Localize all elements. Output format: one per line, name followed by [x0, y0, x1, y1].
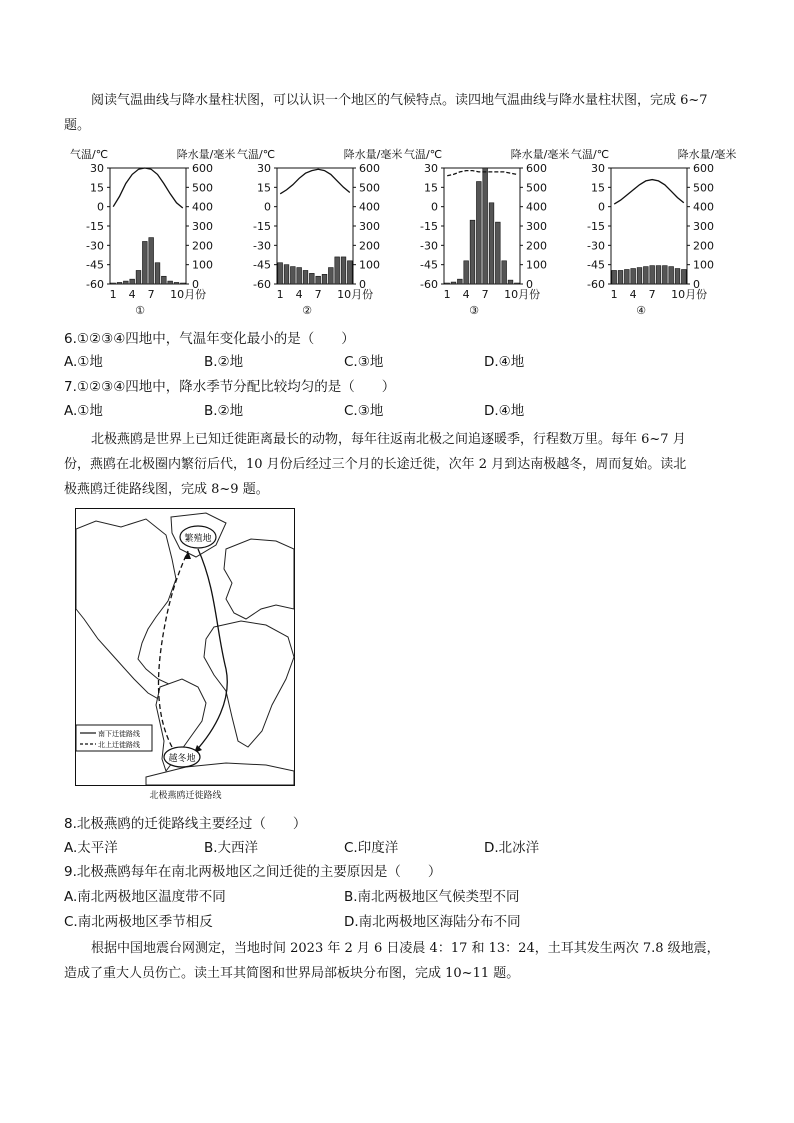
question-9-stem: 9.北极燕鸥每年在南北两极地区之间迁徙的主要原因是（ ）	[64, 864, 442, 880]
chart-1-precip-tick: 600	[192, 162, 213, 175]
chart-2-precip-tick: 100	[359, 258, 380, 272]
chart-1-precip-tick: 500	[192, 181, 213, 195]
intro-paragraph-2-line-3: 极燕鸥迁徙路线图，完成 8~9 题。	[64, 482, 269, 497]
chart-4-x-tick: 10月份	[671, 288, 708, 301]
chart-4-precip-tick: 600	[693, 162, 714, 175]
q6-option-a[interactable]: A.①地	[64, 354, 103, 370]
chart-3-precip-tick: 400	[526, 200, 547, 214]
map-caption: 北极燕鸥迁徙路线	[149, 791, 222, 801]
chart-4-precip-axis-label: 降水量/毫米	[677, 148, 736, 161]
wintering-ground-label: 越冬地	[168, 754, 196, 764]
chart-3-x-tick: 4	[462, 288, 470, 301]
chart-4-precip-bar	[675, 269, 680, 284]
chart-1-temp-tick: -30	[86, 239, 104, 253]
breeding-ground-label: 繁殖地	[184, 534, 212, 544]
legend-south-label: 南下迁徙路线	[98, 730, 140, 738]
chart-2-temp-tick: -60	[253, 278, 271, 291]
chart-4-number-label: ④	[636, 304, 646, 317]
chart-2-precip-bar	[347, 261, 352, 284]
chart-4-temp-tick: -15	[587, 220, 605, 233]
chart-1-precip-bar	[180, 283, 185, 284]
chart-2-precip-bar	[335, 257, 340, 284]
chart-2-precip-bar	[290, 267, 295, 284]
intro-paragraph-2-line-1: 北极燕鸥是世界上已知迁徙距离最长的动物，每年往返南北极之间追逐暖季，行程数万里。每年 6~7 月	[91, 432, 686, 447]
chart-2-temp-axis-label: 气温/℃	[237, 148, 276, 161]
chart-2-precip-bar	[278, 263, 283, 284]
chart-2-precip-bar	[297, 268, 302, 284]
chart-1-precip-bar	[155, 263, 160, 284]
chart-4-precip-bar	[637, 268, 642, 284]
chart-1-precip-bar	[130, 279, 135, 284]
chart-1-precip-bar	[142, 241, 147, 284]
chart-3-precip-bar	[445, 283, 450, 284]
q8-option-b[interactable]: B.大西洋	[204, 840, 259, 856]
climate-charts	[66, 140, 736, 318]
legend-north-label: 北上迁徙路线	[98, 741, 140, 749]
chart-2-temp-tick: -45	[253, 258, 271, 272]
chart-4-precip-tick: 0	[693, 278, 700, 291]
chart-2-precip-bar	[284, 265, 289, 284]
chart-4-temp-axis-label: 气温/℃	[571, 148, 610, 161]
chart-1-precip-bar	[136, 270, 141, 284]
chart-2-temp-tick: 0	[264, 200, 271, 214]
chart-2-number-label: ②	[302, 304, 312, 317]
q9-option-d[interactable]: D.南北两极地区海陆分布不同	[344, 914, 521, 930]
q6-option-d[interactable]: D.④地	[484, 354, 525, 370]
chart-2-x-tick: 1	[276, 288, 284, 301]
chart-4-precip-bar	[643, 267, 648, 284]
intro-paragraph-1-line-2: 题。	[64, 118, 91, 133]
chart-2-precip-tick: 400	[359, 200, 380, 214]
chart-2-precip-bar	[341, 257, 346, 284]
chart-3-precip-bar	[457, 279, 462, 284]
chart-1-temp-tick: -60	[86, 278, 104, 291]
q6-option-b[interactable]: B.②地	[204, 354, 244, 370]
q7-option-b[interactable]: B.②地	[204, 403, 244, 419]
chart-4-x-tick: 7	[648, 288, 656, 301]
chart-1-precip-bar	[174, 282, 179, 284]
q9-option-b[interactable]: B.南北两极地区气候类型不同	[344, 889, 520, 905]
chart-3-temp-tick: -15	[420, 220, 438, 233]
chart-2-precip-axis-label: 降水量/毫米	[343, 148, 403, 161]
chart-4-precip-bar	[669, 267, 674, 284]
chart-1-precip-bar	[123, 281, 128, 284]
chart-2-x-tick: 4	[295, 288, 303, 301]
migration-map-svg	[76, 509, 294, 785]
chart-3-precip-tick: 200	[526, 239, 547, 253]
chart-1-number-label: ①	[135, 304, 145, 317]
chart-3-number-label: ③	[469, 304, 479, 317]
chart-4-precip-tick: 400	[693, 200, 714, 214]
chart-4-temp-tick: 0	[598, 200, 605, 214]
chart-1-x-tick: 7	[147, 288, 155, 301]
q8-option-d[interactable]: D.北冰洋	[484, 840, 540, 856]
chart-4-temp-tick: -45	[587, 258, 605, 272]
q8-option-a[interactable]: A.太平洋	[64, 840, 118, 856]
chart-2-x-tick: 10月份	[337, 288, 374, 301]
europe-landmass	[224, 539, 294, 619]
chart-3-precip-bar	[451, 282, 456, 284]
chart-3-temp-tick: 30	[424, 162, 438, 175]
chart-1-temp-tick: -45	[86, 258, 104, 272]
intro-paragraph-3-line-2: 造成了重大人员伤亡。读土耳其简图和世界局部板块分布图，完成 10~11 题。	[64, 966, 520, 981]
chart-3-precip-bar	[464, 261, 469, 284]
chart-3-precip-bar	[495, 222, 500, 284]
chart-1-precip-bar	[111, 283, 116, 284]
chart-2-precip-bar	[322, 274, 327, 284]
chart-1-precip-axis-label: 降水量/毫米	[176, 148, 236, 161]
chart-3-precip-tick: 500	[526, 181, 547, 195]
chart-1-x-tick: 4	[128, 288, 136, 301]
chart-4-precip-tick: 300	[693, 220, 714, 233]
chart-3-precip-bar	[476, 182, 481, 284]
chart-1-precip-tick: 0	[192, 278, 199, 291]
chart-1-temp-axis-label: 气温/℃	[70, 148, 109, 161]
chart-4-precip-bar	[656, 266, 661, 284]
chart-3-frame	[444, 168, 520, 284]
question-8-stem: 8.北极燕鸥的迁徙路线主要经过（ ）	[64, 816, 307, 832]
q6-option-c[interactable]: C.③地	[344, 354, 384, 370]
migration-map	[75, 508, 295, 786]
q8-option-c[interactable]: C.印度洋	[344, 840, 399, 856]
q9-option-a[interactable]: A.南北两极地区温度带不同	[64, 889, 226, 905]
chart-2-temp-tick: 30	[257, 162, 271, 175]
intro-paragraph-1-line-1: 阅读气温曲线与降水量柱状图，可以认识一个地区的气候特点。读四地气温曲线与降水量柱状图，完成 6~7	[91, 93, 708, 108]
chart-4-temp-tick: -30	[587, 239, 605, 253]
chart-2-precip-tick: 300	[359, 220, 380, 233]
chart-4-precip-bar	[624, 270, 629, 285]
chart-2-precip-bar	[328, 268, 333, 284]
chart-2-precip-tick: 0	[359, 278, 366, 291]
chart-2-precip-bar	[303, 270, 308, 284]
chart-1-precip-bar	[161, 276, 166, 284]
chart-2-precip-bar	[309, 273, 314, 284]
chart-4-precip-bar	[631, 269, 636, 284]
chart-4-precip-tick: 100	[693, 258, 714, 272]
chart-1-x-tick: 10月份	[170, 288, 207, 301]
africa-landmass	[204, 621, 294, 747]
chart-4-temp-tick: -60	[587, 278, 605, 291]
chart-1-temp-tick: 0	[97, 200, 104, 214]
chart-4-frame	[611, 168, 687, 284]
chart-3-precip-bar	[489, 203, 494, 284]
chart-3-precip-bar	[514, 283, 519, 284]
chart-4-precip-bar	[681, 270, 686, 285]
chart-3-precip-bar	[483, 168, 488, 284]
chart-3-temp-tick: -45	[420, 258, 438, 272]
intro-paragraph-2-line-2: 份，燕鸥在北极圈内繁衍后代，10 月份后经过三个月的长途迁徙，次年 2 月到达南极越冬，周而复始。读北	[64, 457, 687, 472]
chart-1-precip-bar	[117, 282, 122, 284]
chart-2-precip-tick: 200	[359, 239, 380, 253]
chart-4-temp-tick: 30	[591, 162, 605, 175]
chart-4-precip-bar	[612, 270, 617, 284]
question-7-stem: 7.①②③④四地中，降水季节分配比较均匀的是（ ）	[64, 379, 396, 395]
chart-3-precip-tick: 100	[526, 258, 547, 272]
q9-option-c[interactable]: C.南北两极地区季节相反	[64, 914, 213, 930]
chart-1-temp-tick: 30	[90, 162, 104, 175]
climate-charts-svg	[66, 140, 736, 318]
chart-3-precip-axis-label: 降水量/毫米	[510, 148, 570, 161]
north-america-landmass	[76, 519, 176, 705]
chart-4-precip-bar	[618, 270, 623, 284]
chart-2-precip-tick: 500	[359, 181, 380, 195]
chart-1-frame	[110, 168, 186, 284]
chart-2-precip-bar	[316, 276, 321, 284]
chart-3-precip-bar	[508, 280, 513, 284]
chart-3-precip-tick: 0	[526, 278, 533, 291]
chart-1-x-tick: 1	[109, 288, 117, 301]
chart-3-precip-tick: 600	[526, 162, 547, 175]
chart-4-x-tick: 1	[610, 288, 618, 301]
chart-1-precip-bar	[149, 238, 154, 284]
chart-4-precip-tick: 500	[693, 181, 714, 195]
question-6-stem: 6.①②③④四地中，气温年变化最小的是（ ）	[64, 331, 355, 347]
chart-1-precip-bar	[168, 281, 173, 284]
chart-3-x-tick: 10月份	[504, 288, 541, 301]
chart-3-precip-bar	[470, 220, 475, 284]
chart-4-x-tick: 4	[629, 288, 637, 301]
q7-option-a[interactable]: A.①地	[64, 403, 103, 419]
chart-2-temp-tick: -15	[253, 220, 271, 233]
chart-4-precip-bar	[662, 266, 667, 284]
chart-4-temp-tick: 15	[591, 181, 605, 195]
chart-3-temp-tick: -60	[420, 278, 438, 291]
chart-2-precip-tick: 600	[359, 162, 380, 175]
chart-3-temp-tick: 15	[424, 181, 438, 195]
chart-3-x-tick: 1	[443, 288, 451, 301]
chart-1-precip-tick: 100	[192, 258, 213, 272]
chart-3-temp-tick: -30	[420, 239, 438, 253]
chart-1-temp-tick: -15	[86, 220, 104, 233]
chart-4-precip-tick: 200	[693, 239, 714, 253]
chart-3-precip-tick: 300	[526, 220, 547, 233]
chart-4-precip-bar	[650, 266, 655, 284]
q7-option-d[interactable]: D.④地	[484, 403, 525, 419]
intro-paragraph-3-line-1: 根据中国地震台网测定，当地时间 2023 年 2 月 6 日凌晨 4：17 和 13：24，土耳其发生两次 7.8 级地震，	[91, 941, 720, 956]
chart-1-precip-tick: 400	[192, 200, 213, 214]
chart-1-precip-tick: 200	[192, 239, 213, 253]
q7-option-c[interactable]: C.③地	[344, 403, 384, 419]
chart-2-x-tick: 7	[314, 288, 322, 301]
chart-3-x-tick: 7	[481, 288, 489, 301]
chart-3-temp-axis-label: 气温/℃	[404, 148, 443, 161]
chart-3-temp-tick: 0	[431, 200, 438, 214]
chart-3-precip-bar	[502, 261, 507, 284]
chart-2-temp-tick: 15	[257, 181, 271, 195]
chart-1-precip-tick: 300	[192, 220, 213, 233]
chart-2-temp-tick: -30	[253, 239, 271, 253]
chart-1-temp-tick: 15	[90, 181, 104, 195]
